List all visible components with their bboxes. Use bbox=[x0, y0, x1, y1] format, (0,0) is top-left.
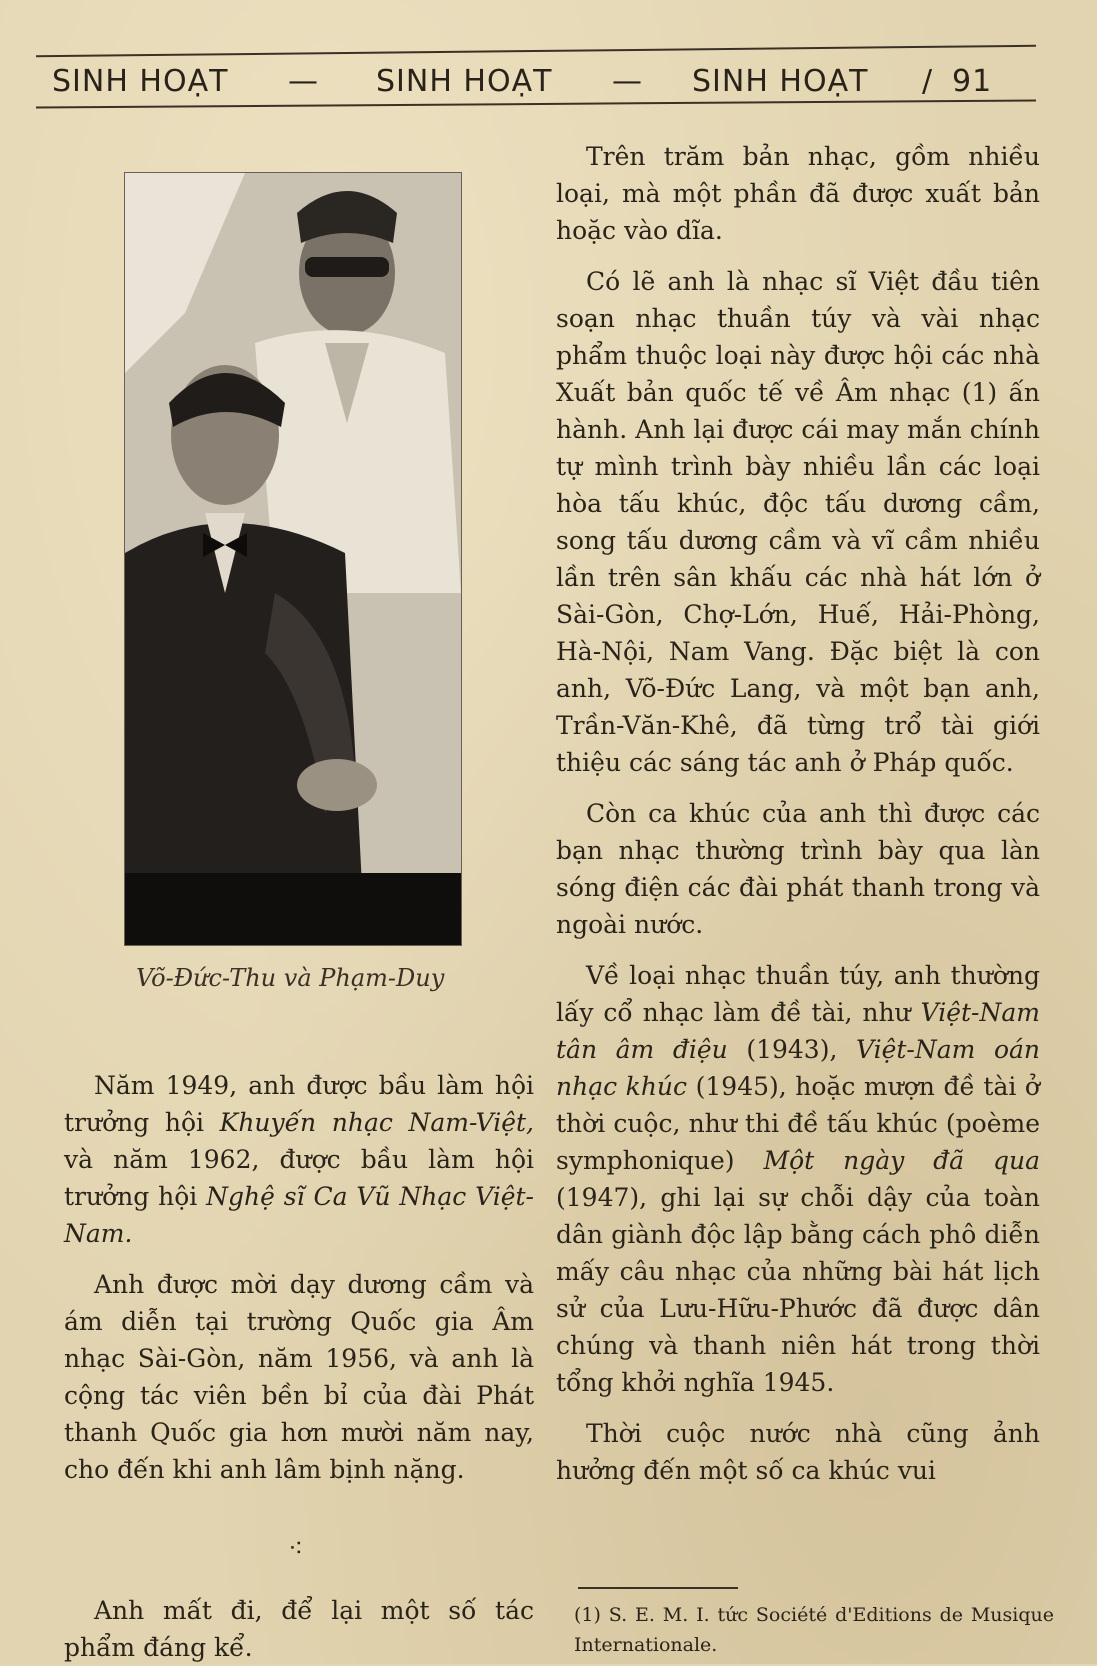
header-middle: SINH HOẠT bbox=[376, 64, 553, 99]
photo-two-men bbox=[124, 172, 462, 946]
right-paragraph-2: Có lẽ anh là nhạc sĩ Việt đầu tiên soạn nhạc thuần túy và vài nhạc phẩm thuộc loại này được hội các nhà Xuất bản quốc tế về Âm nhạc (1) ấn hành. Anh lại được cái may mắn chính tự mình trình bày nhiều lần các loại hòa tấu khúc, độc tấu dương cầm, song tấu dương cầm và vĩ cầm nhiều lần trên sân khấu các nhà hát lớn ở Sài-Gòn, Chợ-Lớn, Huế, Hải-Phòng, Hà-Nội, Nam Vang. Đặc biệt là con anh, Võ-Đức Lang, và một bạn anh, Trần-Văn-Khê, đã từng trổ tài giới thiệu các sáng tác anh ở Pháp quốc. bbox=[556, 267, 1040, 777]
italic-work-title: Một ngày đã qua bbox=[763, 1146, 1040, 1175]
text-run: Năm 1949, anh được bầu làm hội trưởng hội bbox=[64, 1071, 534, 1137]
header-rule-top bbox=[36, 45, 1036, 57]
text-run: và năm 1962, được bầu làm hội trưởng hội bbox=[64, 1145, 534, 1211]
right-column bbox=[556, 138, 1040, 1503]
text-run: Về loại nhạc thuần túy, anh thường lấy cổ nhạc làm đề tài, như bbox=[556, 961, 1040, 1027]
right-paragraph-3: Còn ca khúc của anh thì được các bạn nhạc thường trình bày qua làn sóng điện các đài phát thanh trong và ngoài nước. bbox=[556, 799, 1040, 939]
right-paragraph-1: Trên trăm bản nhạc, gồm nhiều loại, mà một phần đã được xuất bản hoặc vào dĩa. bbox=[556, 142, 1040, 245]
header-right: SINH HOẠT bbox=[692, 64, 869, 99]
photo-illustration bbox=[125, 173, 461, 945]
italic-work-title: Việt-Nam tân âm điệu bbox=[556, 998, 1040, 1064]
header-dash-2: — bbox=[612, 64, 643, 99]
right-paragraph-4 bbox=[556, 957, 1040, 1401]
left-column bbox=[64, 1067, 534, 1502]
running-header bbox=[52, 64, 1032, 104]
text-run: (1943), bbox=[727, 1035, 856, 1064]
italic-society-name: Nghệ sĩ Ca Vũ Nhạc Việt-Nam. bbox=[64, 1182, 534, 1248]
header-left: SINH HOẠT bbox=[52, 64, 229, 99]
footnote-rule bbox=[578, 1587, 738, 1589]
left-paragraph-1 bbox=[64, 1067, 534, 1252]
italic-work-title: Việt-Nam oán nhạc khúc bbox=[556, 1035, 1041, 1101]
page-number: 91 bbox=[952, 64, 993, 99]
text-run: (1945), hoặc mượn đề tài ở thời cuộc, như thi đề tấu khúc (poème symphonique) bbox=[556, 1072, 1040, 1175]
right-paragraph-5: Thời cuộc nước nhà cũng ảnh hưởng đến một số ca khúc vui bbox=[556, 1419, 1040, 1485]
italic-society-name: Khuyến nhạc Nam-Việt, bbox=[219, 1108, 535, 1137]
text-run: (1947), ghi lại sự chỗi dậy của toàn dân giành độc lập bằng cách phô diễn mấy câu nhạc của những bài hát lịch sử của Lưu-Hữu-Phước đã được dân chúng và thanh niên hát trong thời tổng khởi nghĩa 1945. bbox=[556, 1183, 1040, 1397]
photo-caption: Võ-Đức-Thu và Phạm-Duy bbox=[136, 964, 445, 992]
header-dash-1: — bbox=[288, 64, 319, 99]
left-paragraph-2: Anh được mời dạy dương cầm và ám diễn tại trường Quốc gia Âm nhạc Sài-Gòn, năm 1956, và anh là cộng tác viên bền bỉ của đài Phát thanh Quốc gia hơn mười năm nay, cho đến khi anh lâm bịnh nặng. bbox=[64, 1270, 534, 1484]
header-separator: / bbox=[922, 64, 934, 99]
section-break-ornament: ⁖ bbox=[288, 1534, 304, 1564]
footnote: (1) S. E. M. I. tức Société d'Editions de Musique Internationale. bbox=[574, 1604, 1054, 1656]
left-paragraph-3: Anh mất đi, để lại một số tác phẩm đáng kể. bbox=[64, 1596, 534, 1662]
